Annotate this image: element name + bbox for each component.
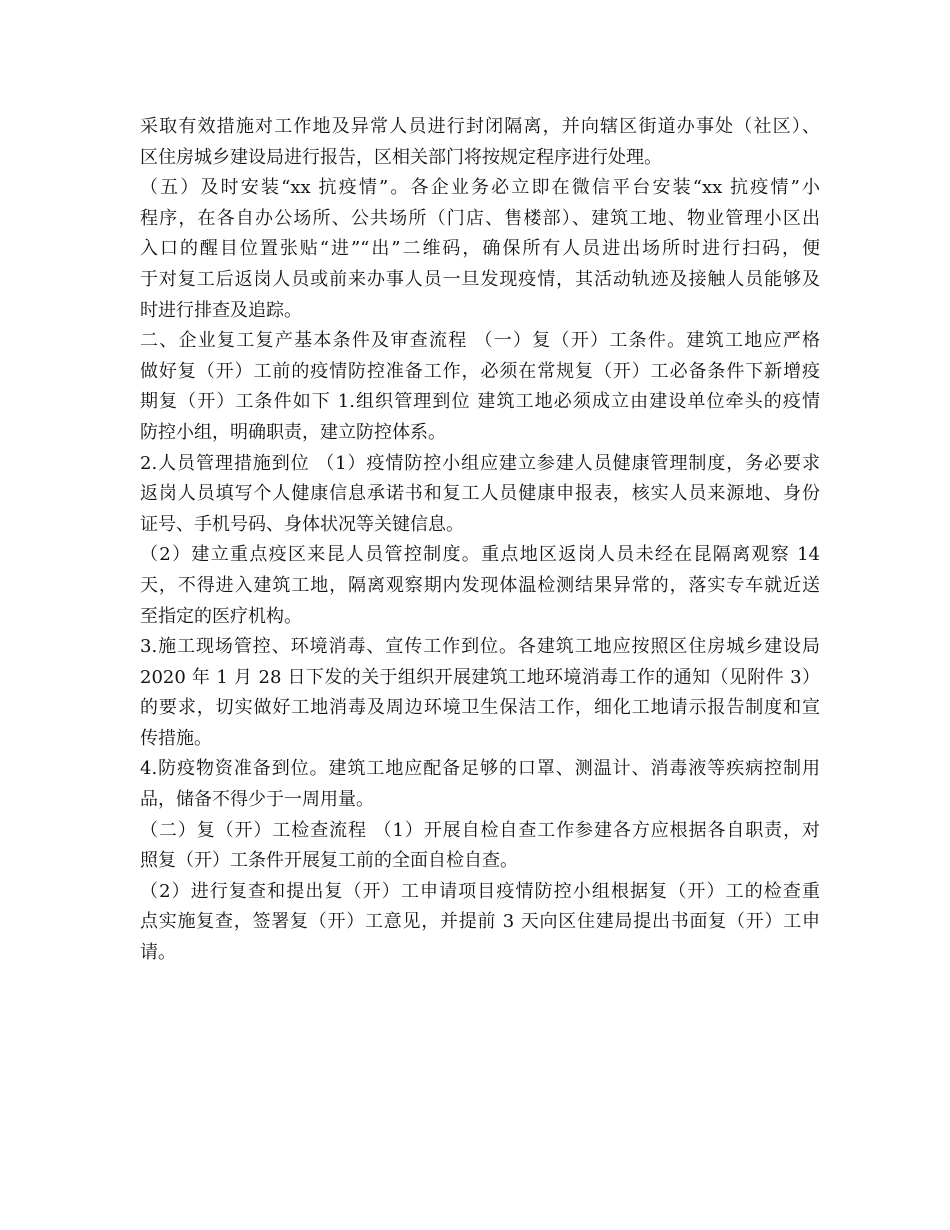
text-line: 二、企业复工复产基本条件及审查流程 （一）复（开）工条件。建筑工地应严格: [140, 330, 820, 352]
text-line: 防控小组，明确职责，建立防控体系。: [140, 421, 446, 443]
text-line: 2.人员管理措施到位 （1）疫情防控小组应建立参建人员健康管理制度，务必要求: [140, 452, 820, 474]
text-line: 点实施复查，签署复（开）工意见，并提前 3 天向区住建局提出书面复（开）工申: [140, 911, 820, 933]
text-line: 照复（开）工条件开展复工前的全面自检自查。: [140, 850, 518, 872]
text-line: 区住房城乡建设局进行报告，区相关部门将按规定程序进行处理。: [140, 146, 662, 168]
text-line: 传措施。: [140, 727, 212, 749]
text-line: 期复（开）工条件如下 1.组织管理到位 建筑工地必须成立由建设单位牵头的疫情: [140, 391, 820, 413]
text-line: 天，不得进入建筑工地，隔离观察期内发现体温检测结果异常的，落实专车就近送: [140, 574, 820, 596]
text-line: （2）进行复查和提出复（开）工申请项目疫情防控小组根据复（开）工的检查重: [140, 880, 820, 902]
text-line: 做好复（开）工前的疫情防控准备工作，必须在常规复（开）工必备条件下新增疫: [140, 360, 820, 382]
text-line: 入口的醒目位置张贴“进”“出”二维码，确保所有人员进出场所时进行扫码，便: [140, 238, 820, 260]
text-line: 2020 年 1 月 28 日下发的关于组织开展建筑工地环境消毒工作的通知（见附件 3）: [140, 666, 820, 688]
text-line: 采取有效措施对工作地及异常人员进行封闭隔离，并向辖区街道办事处（社区）、: [140, 116, 820, 137]
text-line: 于对复工后返岗人员或前来办事人员一旦发现疫情，其活动轨迹及接触人员能够及: [140, 268, 820, 290]
text-line: 4.防疫物资准备到位。建筑工地应配备足够的口罩、测温计、消毒液等疾病控制用: [140, 758, 820, 780]
text-line: 至指定的医疗机构。: [140, 605, 302, 627]
text-line: 的要求，切实做好工地消毒及周边环境卫生保洁工作，细化工地请示报告制度和宣: [140, 697, 820, 719]
text-line: 时进行排查及追踪。: [140, 299, 302, 321]
text-line: （二）复（开）工检查流程 （1）开展自检自查工作参建各方应根据各自职责，对: [140, 819, 820, 841]
text-line: 请。: [140, 942, 176, 964]
text-line: 程序，在各自办公场所、公共场所（门店、售楼部）、建筑工地、物业管理小区出: [140, 207, 820, 229]
text-line: 返岗人员填写个人健康信息承诺书和复工人员健康申报表，核实人员来源地、身份: [140, 483, 820, 505]
document-body: [140, 112, 820, 969]
text-line: （五）及时安装“xx 抗疫情”。各企业务必立即在微信平台安装“xx 抗疫情”小: [140, 177, 820, 199]
text-line: 品，储备不得少于一周用量。: [140, 789, 374, 811]
text-line: 证号、手机号码、身体状况等关键信息。: [140, 513, 464, 535]
text-line: （2）建立重点疫区来昆人员管控制度。重点地区返岗人员未经在昆隔离观察 14: [140, 544, 820, 566]
text-line: 3.施工现场管控、环境消毒、宣传工作到位。各建筑工地应按照区住房城乡建设局: [140, 636, 820, 658]
